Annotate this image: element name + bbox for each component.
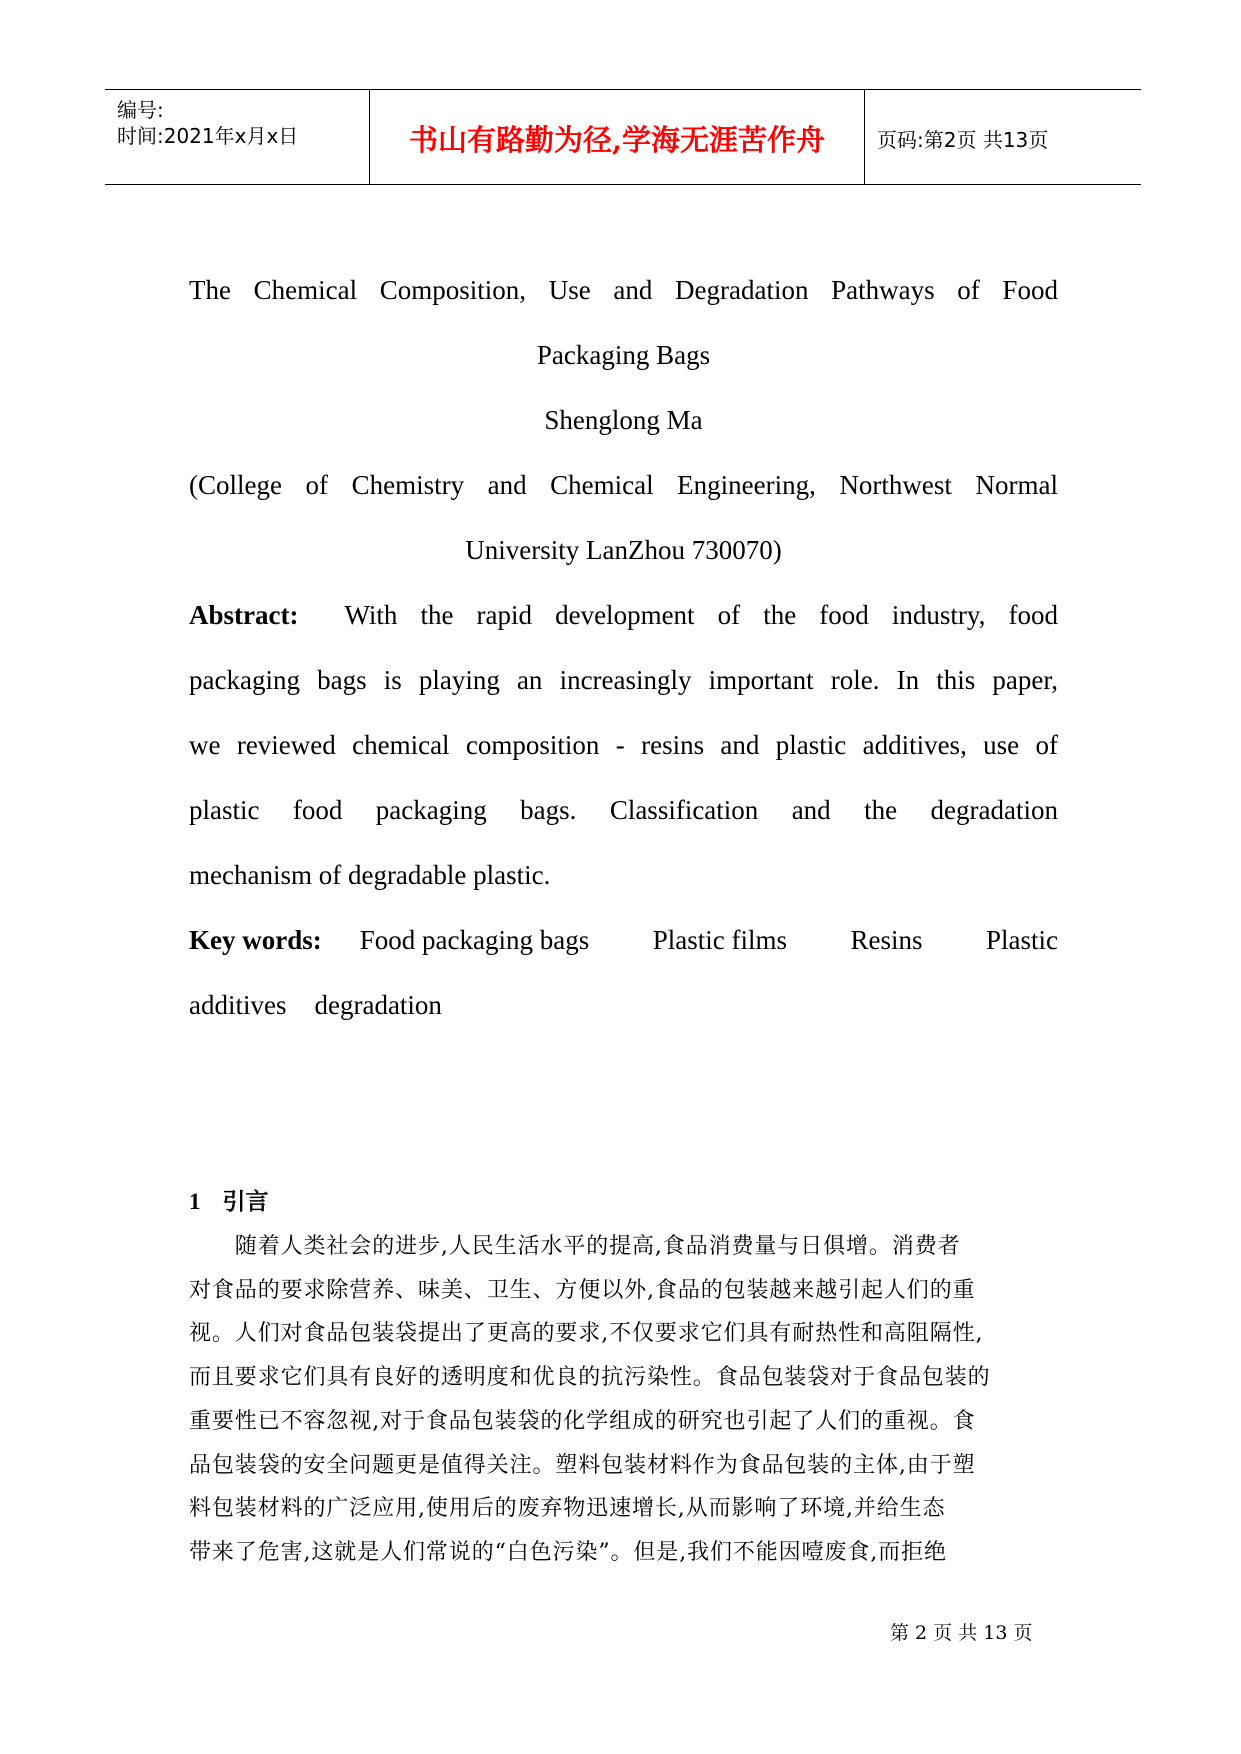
abstract-word: development xyxy=(555,600,695,630)
affiliation-word: Chemistry xyxy=(351,470,465,500)
keyword: Resins xyxy=(850,925,923,955)
affiliation-word: Normal xyxy=(975,470,1058,500)
abstract-label: Abstract: xyxy=(189,600,299,630)
affiliation-line-1 xyxy=(189,470,1058,501)
body-text-line: 品包装袋的安全问题更是值得关注。塑料包装材料作为食品包装的主体,由于塑 xyxy=(189,1452,976,1478)
title-word: The xyxy=(189,275,231,305)
abstract-line-1-text xyxy=(344,600,1058,631)
abstract-line-2: packaging bags is playing an increasingly important role. In this paper, xyxy=(189,665,1058,695)
abstract-word: bags. xyxy=(520,795,577,825)
section-1-heading xyxy=(189,1183,269,1216)
affiliation-word: Engineering, xyxy=(677,470,816,500)
section-1-title: 引言 xyxy=(222,1188,269,1215)
affiliation-line-2: University LanZhou 730070) xyxy=(465,535,782,565)
title-line-2: Packaging Bags xyxy=(536,340,711,370)
affiliation-word: Northwest xyxy=(839,470,952,500)
keyword: Plastic films xyxy=(652,925,787,955)
header-info-cell xyxy=(105,90,369,184)
body-text-line: 随着人类社会的进步,人民生活水平的提高,食品消费量与日俱增。消费者 xyxy=(189,1234,961,1259)
keyword: degradation xyxy=(314,990,442,1020)
title-word: Chemical xyxy=(253,275,358,305)
abstract-line-3: we reviewed chemical composition - resins and plastic additives, use of xyxy=(189,730,1058,760)
title-line-1 xyxy=(189,275,1058,306)
abstract-line-5: mechanism of degradable plastic. xyxy=(189,860,551,890)
page-code: 页码:第2页 共13页 xyxy=(877,128,1049,152)
title-word: Degradation xyxy=(675,275,809,305)
affiliation-word: (College xyxy=(189,470,282,500)
header-page-cell xyxy=(865,90,1141,184)
title-word: Food xyxy=(1002,275,1058,305)
motto-text: 书山有路勤为径,学海无涯苦作舟 xyxy=(408,123,826,157)
keyword: additives xyxy=(189,990,287,1020)
author-name: Shenglong Ma xyxy=(544,405,703,435)
abstract-word: food xyxy=(819,600,869,630)
body-text-line: 带来了危害,这就是人们常说的“白色污染”。但是,我们不能因噎废食,而拒绝 xyxy=(189,1539,947,1565)
abstract-word: With xyxy=(344,600,398,630)
abstract-word: the xyxy=(420,600,454,630)
keywords-line-1 xyxy=(189,925,1058,956)
body-text-line: 视。人们对食品包装袋提出了更高的要求,不仅要求它们具有耐热性和高阻隔性, xyxy=(189,1321,984,1347)
body-text-line: 对食品的要求除营养、味美、卫生、方便以外,食品的包装越来越引起人们的重 xyxy=(189,1277,976,1303)
abstract-word: degradation xyxy=(930,795,1058,825)
body-text-line: 重要性已不容忽视,对于食品包装袋的化学组成的研究也引起了人们的重视。食 xyxy=(189,1408,976,1434)
abstract-word: food xyxy=(292,795,343,825)
body-text-line: 料包装材料的广泛应用,使用后的废弃物迅速增长,从而影响了环境,并给生态 xyxy=(189,1496,946,1522)
keywords-line-1-text xyxy=(360,925,1058,956)
abstract-word: rapid xyxy=(476,600,533,630)
affiliation-word: Chemical xyxy=(550,470,654,500)
keyword: Food packaging bags xyxy=(359,925,590,955)
keywords-label: Key words: xyxy=(189,925,322,955)
serial-label: 编号: xyxy=(117,98,164,122)
title-word: and xyxy=(613,275,653,305)
title-word: Use xyxy=(548,275,591,305)
body-text-line: 而且要求它们具有良好的透明度和优良的抗污染性。食品包装袋对于食品包装的 xyxy=(189,1365,991,1391)
page-header xyxy=(105,89,1141,185)
affiliation-word: and xyxy=(487,470,527,500)
abstract-line-1 xyxy=(189,600,1058,631)
abstract-word: plastic xyxy=(189,795,260,825)
keyword: Plastic xyxy=(985,925,1058,955)
abstract-word: the xyxy=(864,795,898,825)
title-word: Composition, xyxy=(379,275,527,305)
abstract-word: packaging xyxy=(375,795,487,825)
page-footer: 第 2 页 共 13 页 xyxy=(890,1622,1033,1644)
abstract-word: and xyxy=(791,795,831,825)
time-label: 时间:2021年x月x日 xyxy=(117,124,299,148)
affiliation-word: of xyxy=(305,470,329,500)
keywords-line-2 xyxy=(189,990,1058,1021)
abstract-line-4 xyxy=(189,795,1058,826)
section-1-number: 1 xyxy=(189,1189,201,1214)
header-motto-cell xyxy=(369,90,865,184)
title-word: of xyxy=(957,275,980,305)
abstract-word: the xyxy=(763,600,797,630)
abstract-word: Classification xyxy=(609,795,759,825)
title-word: Pathways xyxy=(831,275,935,305)
abstract-word: food xyxy=(1008,600,1058,630)
abstract-word: industry, xyxy=(891,600,986,630)
abstract-word: of xyxy=(717,600,741,630)
